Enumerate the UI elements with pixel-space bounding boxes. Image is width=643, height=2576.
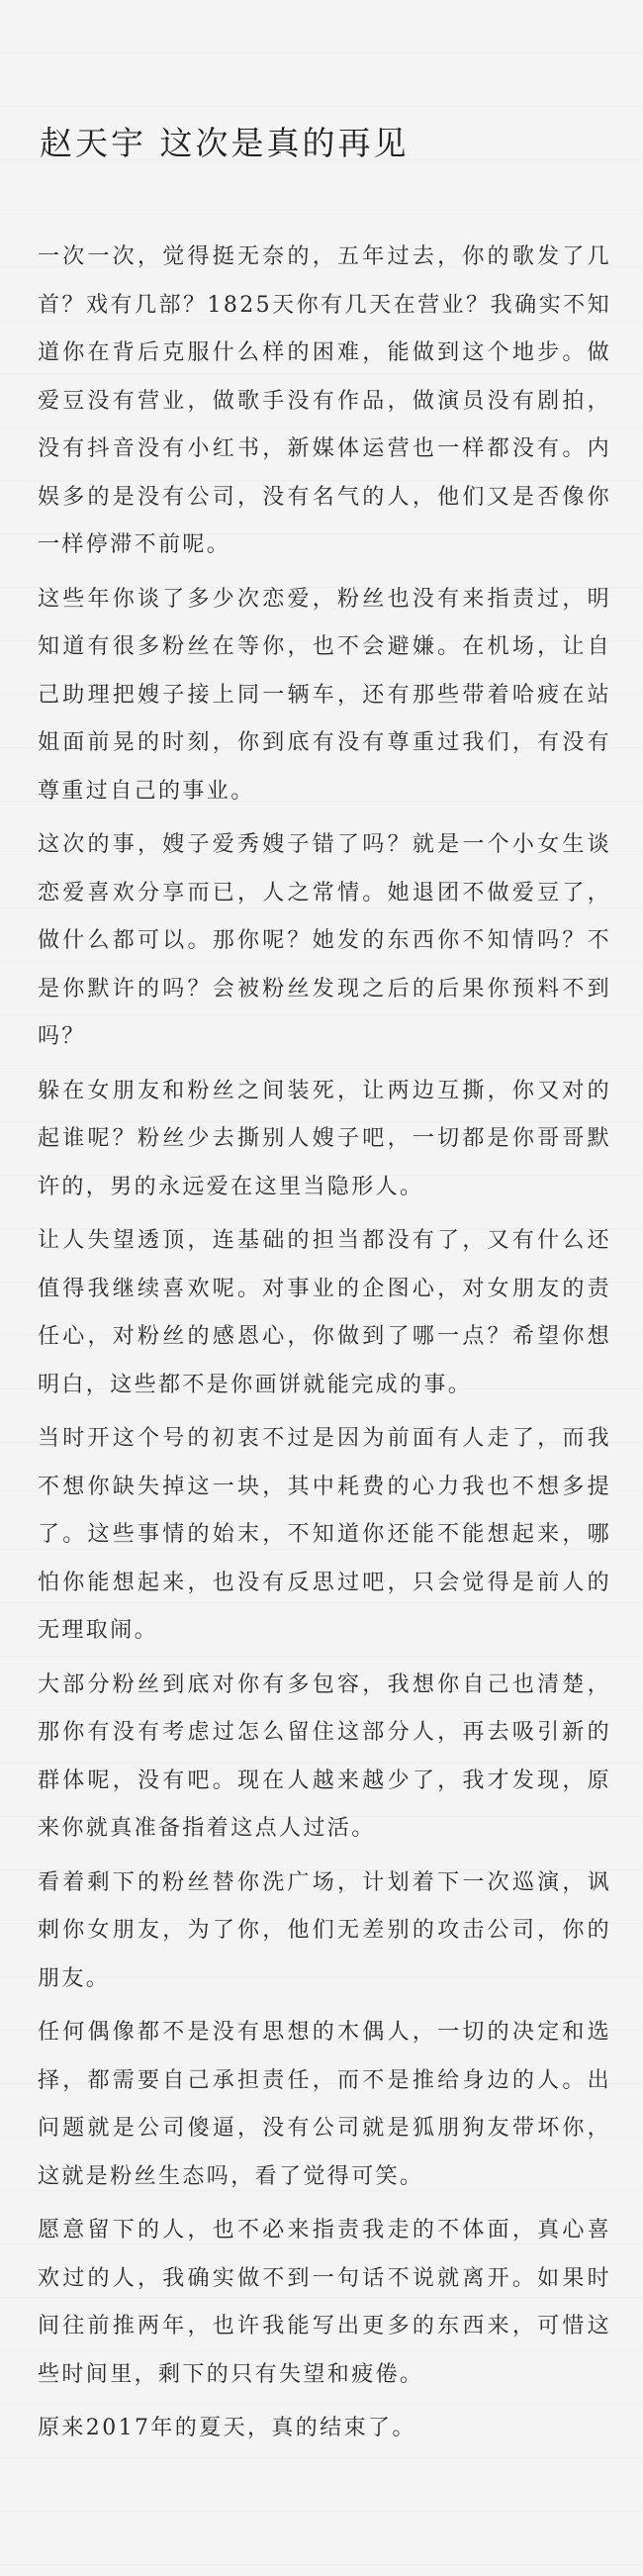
paragraph-1: 一次一次，觉得挺无奈的，五年过去，你的歌发了几首？戏有几部？1825天你有几天在营业？我确实不知道你在背后克服什么样的困难，能做到这个地步。做爱豆没有营业，做歌手没有作品，做演员没有剧拍，没有抖音没有小红书，新媒体运营也一样都没有。内娱多的是没有公司，没有名气的人，他们又是否像你一样停滞不前呢。 xyxy=(38,244,611,557)
paragraph-5: 让人失望透顶，连基础的担当都没有了，又有什么还值得我继续喜欢呢。对事业的企图心，对女朋友的责任心，对粉丝的感恩心，你做到了哪一点？希望你想明白，这些都不是你画饼就能完成的事。 xyxy=(38,1228,611,1397)
paragraph-11: 原来2017年的夏天，真的结束了。 xyxy=(38,2416,416,2440)
page-title: 赵天宇 这次是真的再见 xyxy=(40,124,410,162)
paragraph-3: 这次的事，嫂子爱秀嫂子错了吗？就是一个小女生谈恋爱喜欢分享而已，人之常情。她退团不做爱豆了，做什么都可以。那你呢？她发的东西你不知情吗？不是你默许的吗？会被粉丝发现之后的后果你预料不到吗？ xyxy=(38,832,611,1049)
paragraph-4: 躲在女朋友和粉丝之间装死，让两边互撕，你又对的起谁呢？粉丝少去撕别人嫂子吧，一切都是你哥哥默许的，男的永远爱在这里当隐形人。 xyxy=(38,1078,611,1199)
paragraph-8: 看着剩下的粉丝替你洗广场，计划着下一次巡演，讽刺你女朋友，为了你，他们无差别的攻击公司，你的朋友。 xyxy=(38,1869,611,1991)
paragraph-6: 当时开这个号的初衷不过是因为前面有人走了，而我不想你缺失掉这一块，其中耗费的心力我也不想多提了。这些事情的始末，不知道你还能不能想起来，哪怕你能想起来，也没有反思过吧，只会觉得是前人的无理取闹。 xyxy=(38,1426,611,1643)
article-body xyxy=(38,234,611,2453)
paragraph-2: 这些年你谈了多少次恋爱，粉丝也没有来指责过，明知道有很多粉丝在等你，也不会避嫌。在机场，让自己助理把嫂子接上同一辆车，还有那些带着哈疲在站姐面前晃的时刻，你到底有没有尊重过我们，有没有尊重过自己的事业。 xyxy=(38,586,611,804)
paragraph-10: 愿意留下的人，也不必来指责我走的不体面，真心喜欢过的人，我确实做不到一句话不说就离开。如果时间往前推两年，也许我能写出更多的东西来，可惜这些时间里，剩下的只有失望和疲倦。 xyxy=(38,2218,611,2387)
paragraph-9: 任何偶像都不是没有思想的木偶人，一切的决定和选择，都需要自己承担责任，而不是推给身边的人。出问题就是公司傻逼，没有公司就是狐朋狗友带坏你，这就是粉丝生态吗，看了觉得可笑。 xyxy=(38,2020,611,2189)
paragraph-7: 大部分粉丝到底对你有多包容，我想你自己也清楚，那你有没有考虑过怎么留住这部分人，再去吸引新的群体呢，没有吧。现在人越来越少了，我才发现，原来你就真准备指着这点人过活。 xyxy=(38,1671,611,1841)
